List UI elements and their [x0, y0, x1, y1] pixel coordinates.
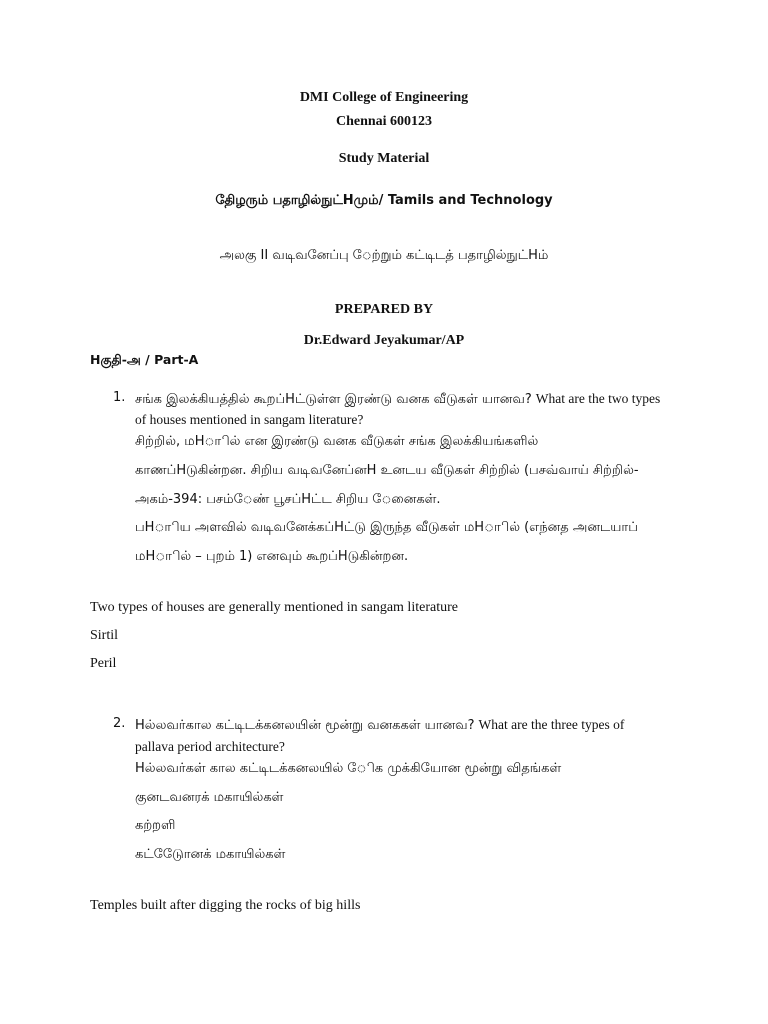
- answer-2-summary: Temples built after digging the rocks of big hills: [90, 898, 361, 913]
- answer-1-line-3: அகம்-394: பசம்ேண் பூசப்Hட்ட சிறிய ேனைகள்.: [135, 492, 441, 507]
- answer-1-line-1: சிற்றில், மHாில் என இரண்டு வனக வீடுகள் சங்க இலக்கியங்களில்: [135, 434, 539, 449]
- subject-title: தேிழரும் பதாழில்நுட்Hமும்/ Tamils and Technology: [215, 193, 553, 208]
- answer-2-item-1: குனடவனரக் மகாயில்கள்: [135, 790, 284, 805]
- answer-1-summary: Two types of houses are generally mentioned in sangam literature: [90, 600, 458, 615]
- question-2-english-part1: What are the three types of: [478, 717, 625, 732]
- question-2-tamil: Hல்லவர்கால கட்டிடக்கனலயின் மூன்று வனககள் யானவ?: [135, 718, 475, 733]
- author-name: Dr.Edward Jeyakumar/AP: [303, 333, 465, 348]
- answer-1-line-5: மHாில் – புறம் 1) எனவும் கூறப்Hடுகின்றன.: [135, 549, 409, 564]
- question-1-english-part1: What are the two types: [535, 391, 661, 406]
- part-label: Hகுதி-அ / Part-A: [90, 352, 199, 367]
- answer-2-line-1: Hல்லவர்கள் கால கட்டிடக்கனலயில் ேிக முக்கியோன மூன்று விதங்கள்: [135, 761, 562, 776]
- question-2-number: 2.: [113, 716, 126, 731]
- answer-1-item-2: Peril: [90, 656, 117, 671]
- unit-title: அலகு II வடிவனேப்பு ேற்றும் கட்டிடத் பதாழில்நுட்Hம்: [219, 248, 549, 263]
- answer-1-line-2: காணப்Hடுகின்றன. சிறிய வடிவனேப்னH உனடய வீடுகள் சிற்றில் (பசவ்வாய் சிற்றில்-: [135, 463, 639, 478]
- answer-1-line-4: பHாிய அளவில் வடிவனேக்கப்Hட்டு இருந்த வீடுகள் மHாில் (எந்னத அனடயாப்: [135, 520, 638, 535]
- prepared-by-label: PREPARED BY: [334, 302, 434, 317]
- college-city: Chennai 600123: [335, 114, 433, 129]
- answer-2-item-3: கட்டுேோனக் மகாயில்கள்: [135, 847, 286, 862]
- question-1-english-part2: of houses mentioned in sangam literature?: [135, 412, 364, 427]
- question-1-number: 1.: [113, 390, 126, 405]
- question-2-english-part2: pallava period architecture?: [135, 739, 285, 754]
- question-2-text: [135, 716, 624, 734]
- answer-2-item-2: கற்றளி: [135, 818, 176, 833]
- question-1-tamil: சங்க இலக்கியத்தில் கூறப்Hட்டுள்ள இரண்டு வனக வீடுகள் யானவ?: [135, 392, 532, 407]
- answer-1-item-1: Sirtil: [90, 628, 119, 643]
- document-type: Study Material: [338, 151, 430, 166]
- college-name: DMI College of Engineering: [299, 90, 469, 105]
- question-1-text: [135, 390, 660, 408]
